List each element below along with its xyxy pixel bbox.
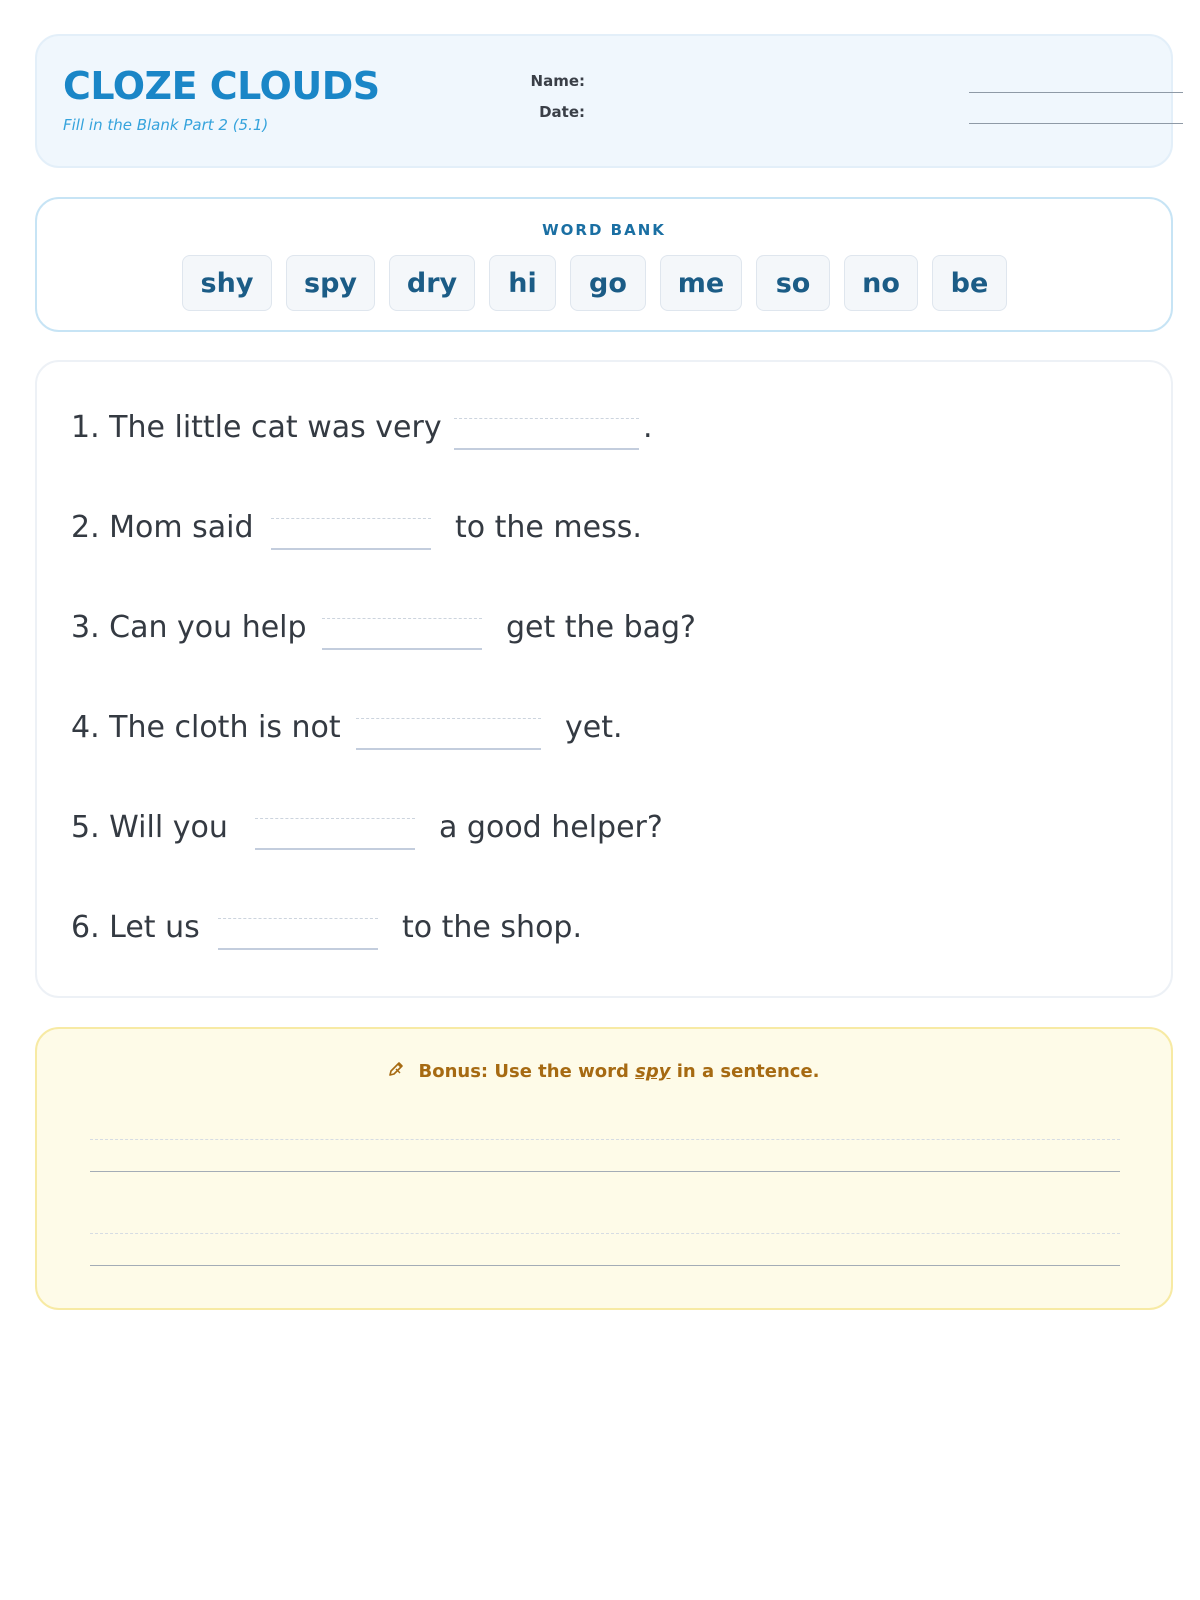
bonus-section: [35, 1027, 1173, 1310]
bonus-suffix: in a sentence.: [676, 1061, 820, 1082]
question-text: 3. Can you help: [71, 610, 307, 645]
bonus-prefix: Bonus: Use the word: [418, 1061, 629, 1082]
question-list: [35, 360, 1173, 998]
word-chip[interactable]: shy: [182, 255, 272, 311]
word-bank-title: WORD BANK: [542, 221, 666, 239]
question-text: 5. Will you: [71, 810, 228, 845]
word-chip[interactable]: so: [756, 255, 830, 311]
answer-blank[interactable]: [322, 618, 482, 650]
word-bank-chips: [37, 255, 1171, 311]
question-text-after: yet.: [565, 710, 623, 745]
date-label: Date:: [539, 103, 585, 121]
question-text: 1. The little cat was very: [71, 410, 442, 445]
answer-blank[interactable]: [218, 918, 378, 950]
question-text-after: to the shop.: [402, 910, 582, 945]
question-text: 4. The cloth is not: [71, 710, 341, 745]
question-text-after: a good helper?: [439, 810, 663, 845]
writing-guide-line: [90, 1233, 1120, 1234]
question-text: 6. Let us: [71, 910, 200, 945]
name-line[interactable]: [969, 92, 1183, 93]
word-chip[interactable]: spy: [286, 255, 375, 311]
word-chip[interactable]: hi: [489, 255, 556, 311]
answer-blank[interactable]: [255, 818, 415, 850]
word-chip[interactable]: dry: [389, 255, 475, 311]
word-chip[interactable]: go: [570, 255, 646, 311]
writing-line[interactable]: [90, 1265, 1120, 1266]
page-title: CLOZE CLOUDS: [63, 64, 380, 108]
pencil-icon: [388, 1059, 406, 1082]
name-label: Name:: [530, 72, 585, 90]
word-chip[interactable]: no: [844, 255, 918, 311]
writing-guide-line: [90, 1139, 1120, 1140]
page-subtitle: Fill in the Blank Part 2 (5.1): [63, 116, 269, 134]
writing-line[interactable]: [90, 1171, 1120, 1172]
date-line[interactable]: [969, 123, 1183, 124]
word-chip[interactable]: be: [932, 255, 1007, 311]
answer-blank[interactable]: [271, 518, 431, 550]
question-text-after: .: [643, 410, 653, 445]
answer-blank[interactable]: [454, 418, 639, 450]
question-text-after: get the bag?: [506, 610, 696, 645]
question-text-after: to the mess.: [455, 510, 642, 545]
word-chip[interactable]: me: [660, 255, 742, 311]
bonus-word: spy: [635, 1061, 671, 1082]
question-text: 2. Mom said: [71, 510, 254, 545]
worksheet-header: [35, 34, 1173, 168]
bonus-prompt: [37, 1059, 1171, 1082]
answer-blank[interactable]: [356, 718, 541, 750]
word-bank: [35, 197, 1173, 332]
